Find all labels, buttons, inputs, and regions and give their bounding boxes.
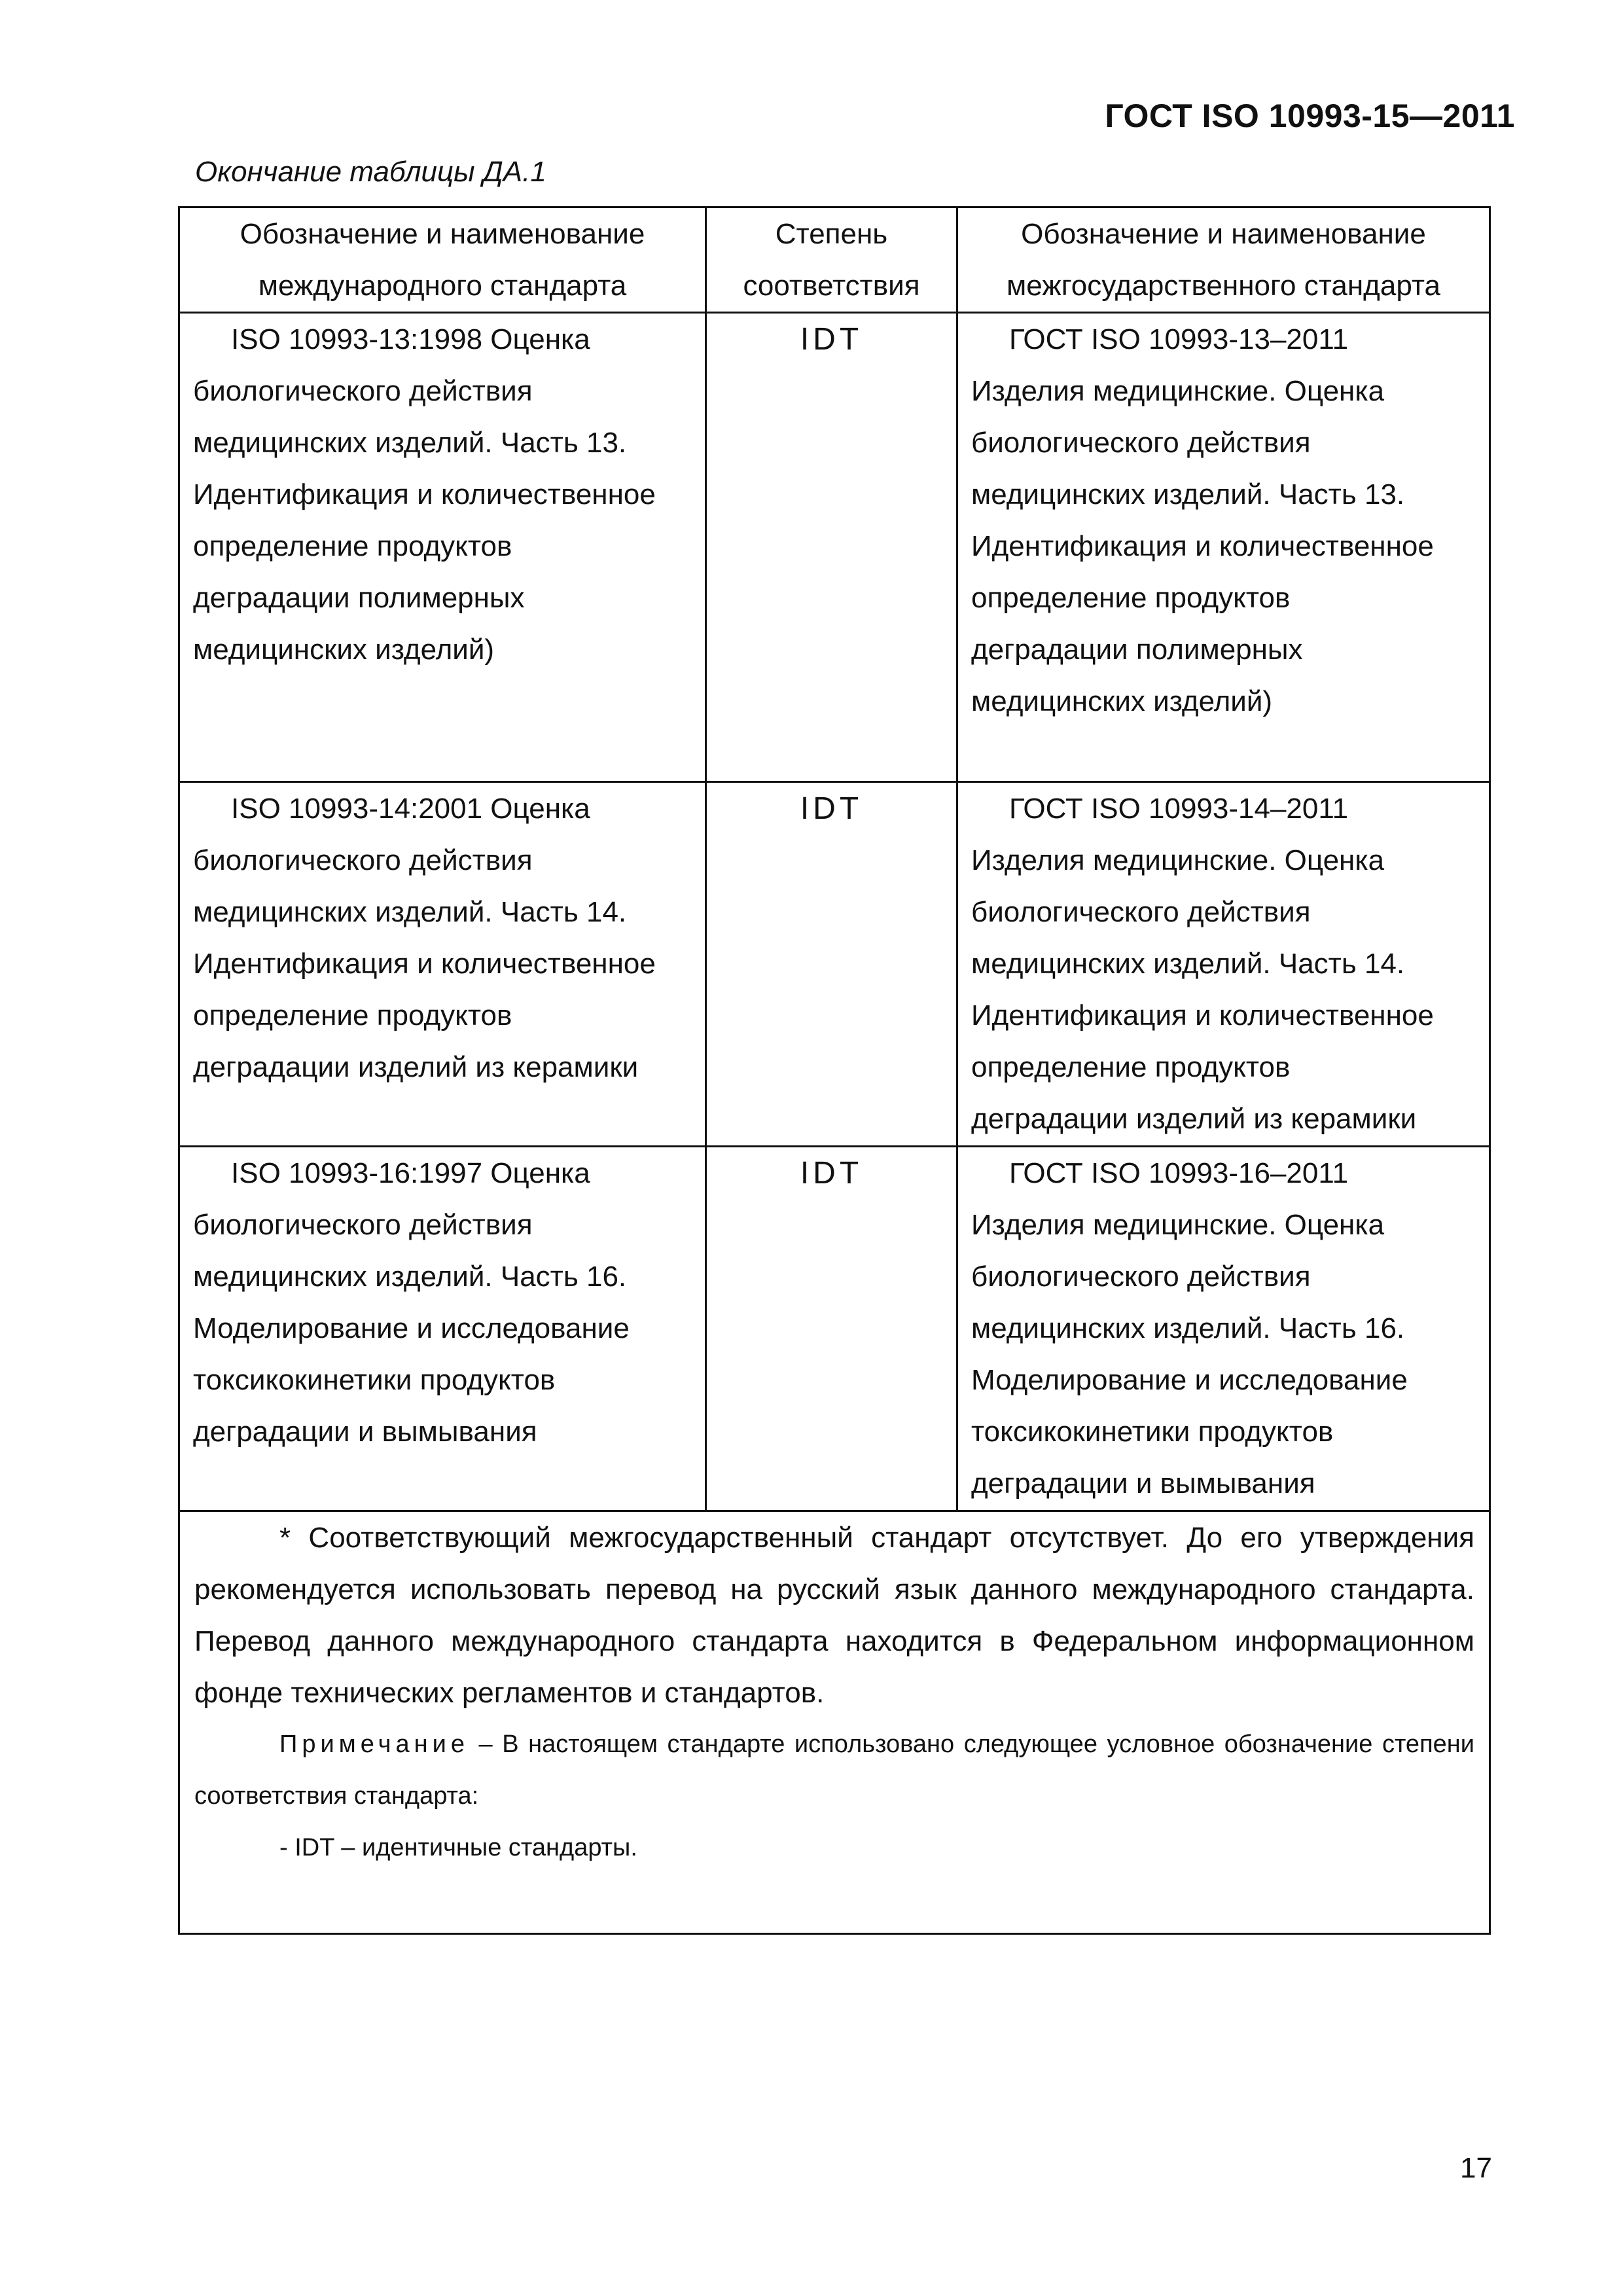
footnote-text: * Соответствующий межгосударственный стандарт отсутствует. До его утверждения рекомендуется использовать перевод на русский язык данного международного стандарта. Перевод данного международного стандарта находится в Федеральном информационном фонде технических регламентов и стандартов. — [194, 1522, 1474, 1709]
intl-standard-cell: ISO 10993-14:2001 Оценка биологического действия медицинских изделий. Часть 14. Идентификация и количественное определение продуктов деградации изделий из керамики — [179, 782, 706, 1147]
interstate-standard-cell: ГОСТ ISO 10993-13–2011 Изделия медицинские. Оценка биологического действия медицинских изделий. Часть 13. Идентификация и количественное определение продуктов деградации полимерных медицинских изделий) — [957, 313, 1490, 782]
table-row — [179, 782, 1490, 1147]
document-code: ГОСТ ISO 10993-15—2011 — [1105, 98, 1515, 134]
standards-table — [178, 206, 1491, 1935]
intl-standard-cell: ISO 10993-16:1997 Оценка биологического действия медицинских изделий. Часть 16. Моделирование и исследование токсикокинетики продуктов деградации и вымывания — [179, 1147, 706, 1511]
note-text: – В настоящем стандарте использовано следующее условное обозначение степени соответствия стандарта: — [194, 1731, 1474, 1810]
table-footer-row — [179, 1511, 1490, 1934]
interstate-standard-cell: ГОСТ ISO 10993-16–2011 Изделия медицинские. Оценка биологического действия медицинских изделий. Часть 16. Моделирование и исследование токсикокинетики продуктов деградации и вымывания — [957, 1147, 1490, 1511]
degree-cell: IDT — [706, 782, 957, 1147]
note-item: - IDT – идентичные стандарты. — [279, 1834, 637, 1861]
intl-standard-cell: ISO 10993-13:1998 Оценка биологического действия медицинских изделий. Часть 13. Идентификация и количественное определение продуктов деградации полимерных медицинских изделий) — [179, 313, 706, 782]
column-header-intl: Обозначение и наименование международного стандарта — [179, 207, 706, 313]
table-row — [179, 313, 1490, 782]
footnote-cell — [179, 1511, 1490, 1934]
degree-cell: IDT — [706, 1147, 957, 1511]
column-header-interstate: Обозначение и наименование межгосударственного стандарта — [957, 207, 1490, 313]
column-header-degree: Степень соответствия — [706, 207, 957, 313]
table-row — [179, 1147, 1490, 1511]
table-caption: Окончание таблицы ДА.1 — [195, 156, 546, 188]
note-paragraph — [194, 1719, 1474, 1822]
table-header-row — [179, 207, 1490, 313]
page-number: 17 — [1460, 2152, 1492, 2184]
interstate-standard-cell: ГОСТ ISO 10993-14–2011 Изделия медицинские. Оценка биологического действия медицинских изделий. Часть 14. Идентификация и количественное определение продуктов деградации изделий из керамики — [957, 782, 1490, 1147]
note-label: Примечание — [279, 1731, 469, 1758]
degree-cell: IDT — [706, 313, 957, 782]
